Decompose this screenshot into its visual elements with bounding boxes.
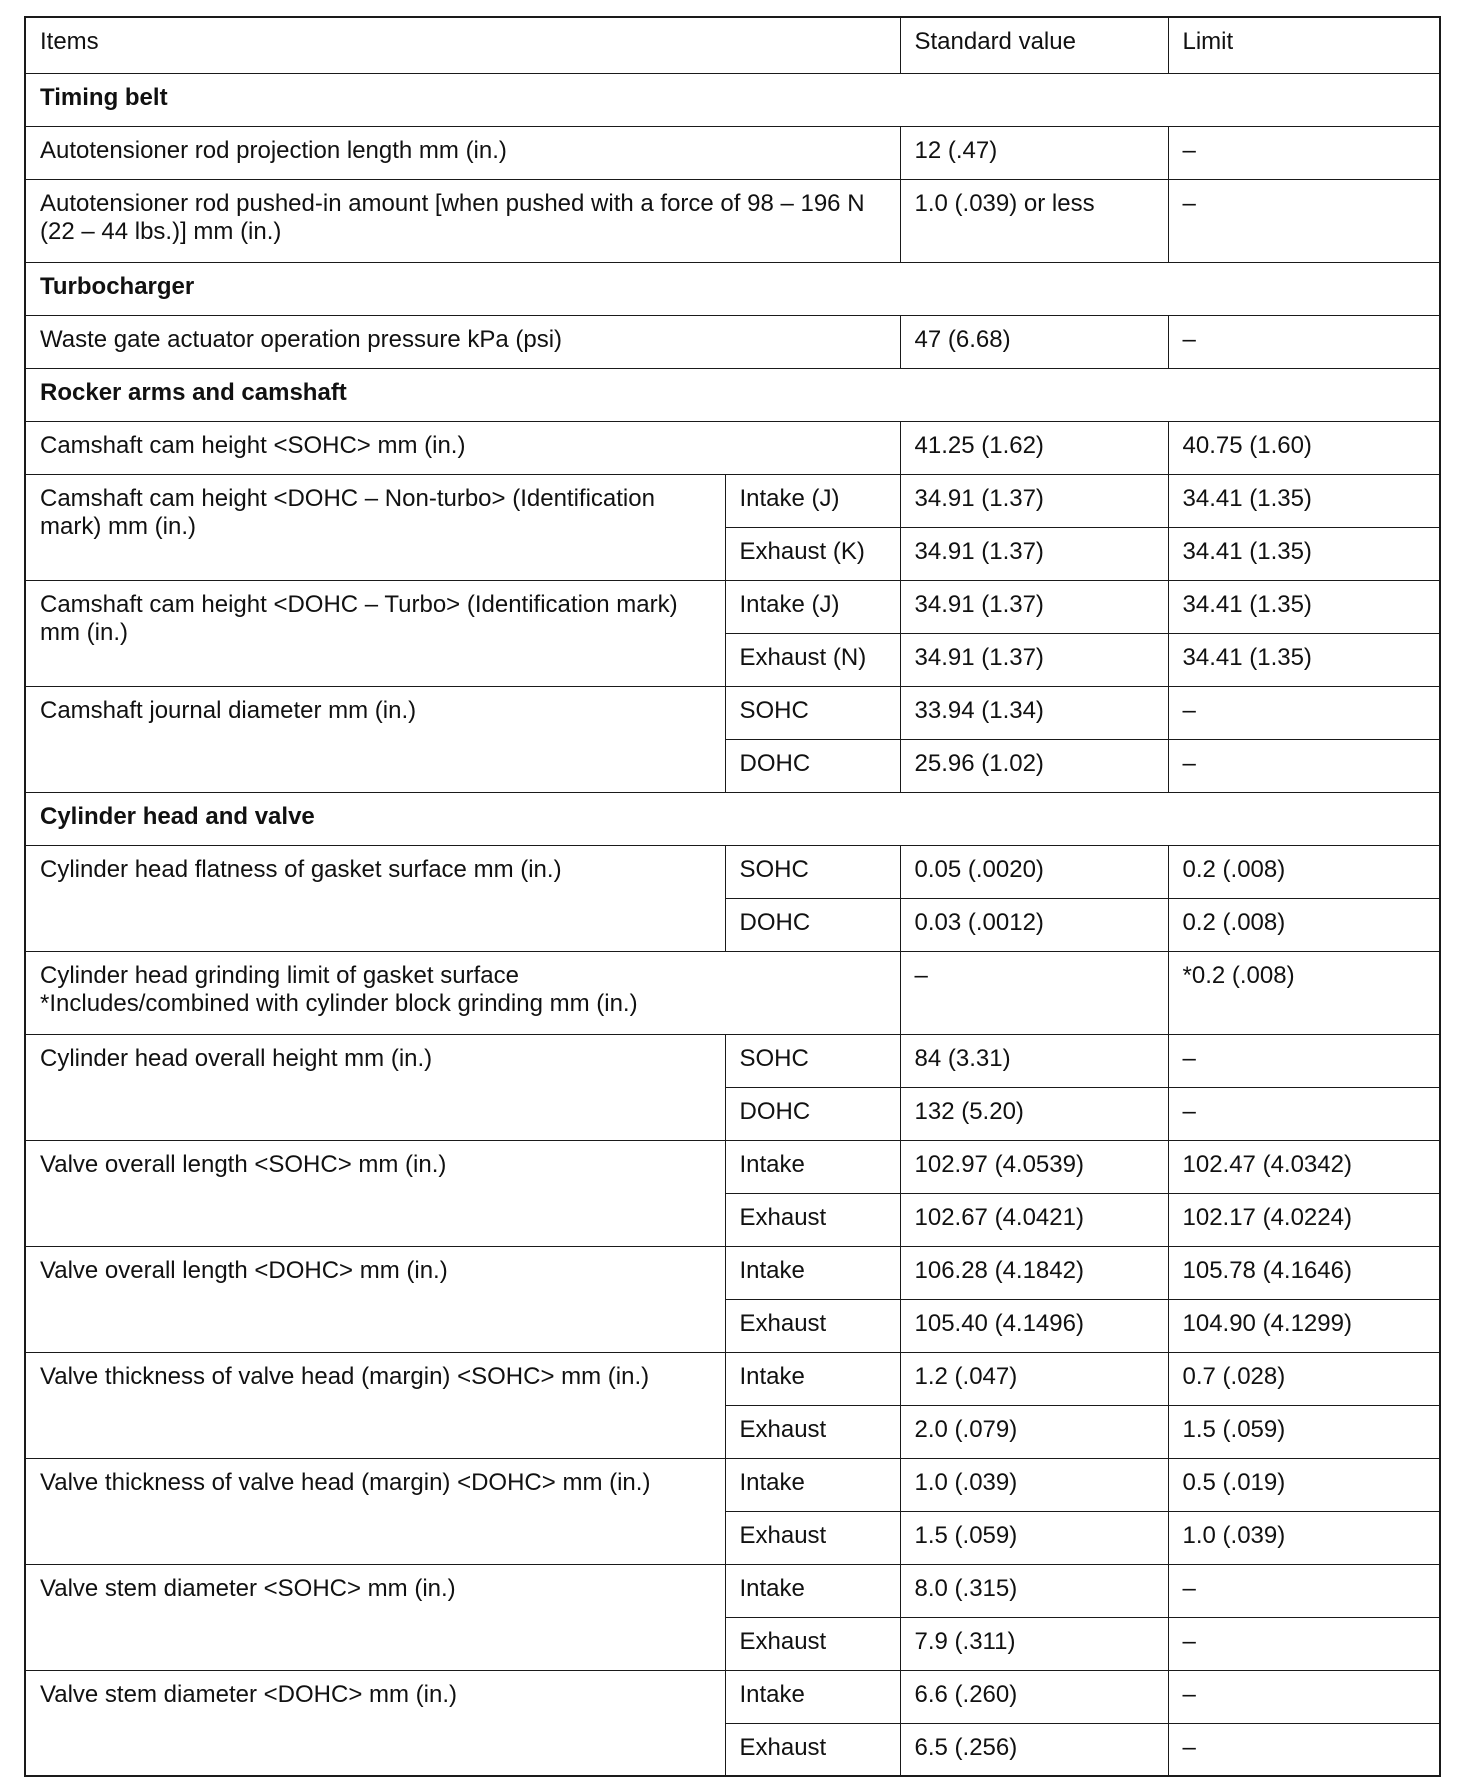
limit-cell: 40.75 (1.60) — [1168, 421, 1440, 474]
standard-cell: 1.0 (.039) or less — [900, 179, 1168, 262]
standard-cell: 0.05 (.0020) — [900, 845, 1168, 898]
standard-cell: 34.91 (1.37) — [900, 474, 1168, 527]
limit-cell: – — [1168, 1087, 1440, 1140]
item-footnote: *Includes/combined with cylinder block grinding mm (in.) — [40, 989, 638, 1017]
limit-cell: 34.41 (1.35) — [1168, 633, 1440, 686]
sub-label-cell: DOHC — [725, 898, 900, 951]
item-cell: Autotensioner rod pushed-in amount [when pushed with a force of 98 – 196 N (22 – 44 lbs.)] mm (in.) — [25, 179, 900, 262]
limit-cell: 0.2 (.008) — [1168, 898, 1440, 951]
table-row — [25, 1246, 1440, 1299]
sub-label-cell: Intake — [725, 1140, 900, 1193]
table-row — [25, 951, 1440, 1034]
standard-cell: 105.40 (4.1496) — [900, 1299, 1168, 1352]
sub-label-cell: DOHC — [725, 739, 900, 792]
header-standard-value: Standard value — [900, 17, 1168, 73]
table-row — [25, 1458, 1440, 1511]
item-line: Cylinder head grinding limit of gasket surface — [40, 961, 519, 989]
item-cell: Cylinder head overall height mm (in.) — [25, 1034, 725, 1140]
section-timing-belt: Timing belt — [25, 73, 1440, 126]
standard-cell: 47 (6.68) — [900, 315, 1168, 368]
sub-label-cell: Exhaust — [725, 1299, 900, 1352]
limit-cell: 34.41 (1.35) — [1168, 527, 1440, 580]
standard-cell: – — [900, 951, 1168, 1034]
standard-cell: 132 (5.20) — [900, 1087, 1168, 1140]
limit-cell: – — [1168, 126, 1440, 179]
sub-label-cell: Exhaust — [725, 1405, 900, 1458]
item-cell: Camshaft cam height <DOHC – Non-turbo> (Identification mark) mm (in.) — [25, 474, 725, 580]
item-cell: Camshaft cam height <DOHC – Turbo> (Identification mark) mm (in.) — [25, 580, 725, 686]
item-cell: Autotensioner rod projection length mm (in.) — [25, 126, 900, 179]
limit-cell: – — [1168, 179, 1440, 262]
standard-cell: 102.97 (4.0539) — [900, 1140, 1168, 1193]
limit-cell: – — [1168, 686, 1440, 739]
standard-cell: 34.91 (1.37) — [900, 527, 1168, 580]
standard-cell: 25.96 (1.02) — [900, 739, 1168, 792]
standard-cell: 7.9 (.311) — [900, 1617, 1168, 1670]
standard-cell: 1.5 (.059) — [900, 1511, 1168, 1564]
section-cylinder-head: Cylinder head and valve — [25, 792, 1440, 845]
header-row — [25, 17, 1440, 73]
limit-cell: 1.5 (.059) — [1168, 1405, 1440, 1458]
section-rocker-arms: Rocker arms and camshaft — [25, 368, 1440, 421]
standard-cell: 34.91 (1.37) — [900, 580, 1168, 633]
table-row — [25, 1352, 1440, 1405]
limit-cell: 105.78 (4.1646) — [1168, 1246, 1440, 1299]
limit-cell: – — [1168, 1617, 1440, 1670]
section-row — [25, 73, 1440, 126]
item-cell: Valve thickness of valve head (margin) <SOHC> mm (in.) — [25, 1352, 725, 1458]
standard-cell: 6.6 (.260) — [900, 1670, 1168, 1723]
limit-cell: 0.2 (.008) — [1168, 845, 1440, 898]
table-row — [25, 1670, 1440, 1723]
header-limit: Limit — [1168, 17, 1440, 73]
table-row — [25, 580, 1440, 633]
standard-cell: 8.0 (.315) — [900, 1564, 1168, 1617]
table-row — [25, 1564, 1440, 1617]
limit-cell: 102.17 (4.0224) — [1168, 1193, 1440, 1246]
limit-cell: – — [1168, 1723, 1440, 1776]
table-row — [25, 315, 1440, 368]
item-cell: Camshaft journal diameter mm (in.) — [25, 686, 725, 792]
table-row — [25, 179, 1440, 262]
sub-label-cell: Intake (J) — [725, 580, 900, 633]
standard-cell: 6.5 (.256) — [900, 1723, 1168, 1776]
item-cell: Waste gate actuator operation pressure kPa (psi) — [25, 315, 900, 368]
section-row — [25, 262, 1440, 315]
section-row — [25, 368, 1440, 421]
limit-cell: 1.0 (.039) — [1168, 1511, 1440, 1564]
sub-label-cell: Intake — [725, 1352, 900, 1405]
sub-label-cell: Intake — [725, 1670, 900, 1723]
limit-cell: 34.41 (1.35) — [1168, 474, 1440, 527]
sub-label-cell: Exhaust — [725, 1511, 900, 1564]
standard-cell: 84 (3.31) — [900, 1034, 1168, 1087]
sub-label-cell: Exhaust — [725, 1617, 900, 1670]
item-cell: Valve stem diameter <DOHC> mm (in.) — [25, 1670, 725, 1776]
sub-label-cell: Intake (J) — [725, 474, 900, 527]
item-cell: Valve overall length <DOHC> mm (in.) — [25, 1246, 725, 1352]
standard-cell: 1.2 (.047) — [900, 1352, 1168, 1405]
limit-cell: – — [1168, 315, 1440, 368]
item-cell — [25, 951, 900, 1034]
standard-cell: 34.91 (1.37) — [900, 633, 1168, 686]
standard-cell: 33.94 (1.34) — [900, 686, 1168, 739]
table-row — [25, 421, 1440, 474]
standard-cell: 2.0 (.079) — [900, 1405, 1168, 1458]
standard-cell: 1.0 (.039) — [900, 1458, 1168, 1511]
limit-cell: *0.2 (.008) — [1168, 951, 1440, 1034]
item-cell: Valve thickness of valve head (margin) <DOHC> mm (in.) — [25, 1458, 725, 1564]
standard-cell: 106.28 (4.1842) — [900, 1246, 1168, 1299]
sub-label-cell: Intake — [725, 1564, 900, 1617]
sub-label-cell: SOHC — [725, 845, 900, 898]
table-row — [25, 474, 1440, 527]
standard-cell: 0.03 (.0012) — [900, 898, 1168, 951]
limit-cell: – — [1168, 1564, 1440, 1617]
sub-label-cell: Exhaust (N) — [725, 633, 900, 686]
sub-label-cell: Exhaust (K) — [725, 527, 900, 580]
limit-cell: 34.41 (1.35) — [1168, 580, 1440, 633]
limit-cell: 0.5 (.019) — [1168, 1458, 1440, 1511]
sub-label-cell: Intake — [725, 1246, 900, 1299]
limit-cell: 102.47 (4.0342) — [1168, 1140, 1440, 1193]
sub-label-cell: SOHC — [725, 1034, 900, 1087]
section-row — [25, 792, 1440, 845]
standard-cell: 41.25 (1.62) — [900, 421, 1168, 474]
header-items: Items — [25, 17, 900, 73]
sub-label-cell: Exhaust — [725, 1723, 900, 1776]
table-row — [25, 1140, 1440, 1193]
limit-cell: 0.7 (.028) — [1168, 1352, 1440, 1405]
table-row — [25, 126, 1440, 179]
table-row — [25, 686, 1440, 739]
spec-table — [24, 16, 1441, 1777]
sub-label-cell: DOHC — [725, 1087, 900, 1140]
sub-label-cell: Intake — [725, 1458, 900, 1511]
item-cell: Cylinder head flatness of gasket surface mm (in.) — [25, 845, 725, 951]
sub-label-cell: SOHC — [725, 686, 900, 739]
limit-cell: 104.90 (4.1299) — [1168, 1299, 1440, 1352]
item-cell: Valve overall length <SOHC> mm (in.) — [25, 1140, 725, 1246]
table-row — [25, 845, 1440, 898]
limit-cell: – — [1168, 1034, 1440, 1087]
limit-cell: – — [1168, 739, 1440, 792]
standard-cell: 12 (.47) — [900, 126, 1168, 179]
item-cell: Camshaft cam height <SOHC> mm (in.) — [25, 421, 900, 474]
standard-cell: 102.67 (4.0421) — [900, 1193, 1168, 1246]
section-turbocharger: Turbocharger — [25, 262, 1440, 315]
item-cell: Valve stem diameter <SOHC> mm (in.) — [25, 1564, 725, 1670]
table-row — [25, 1034, 1440, 1087]
sub-label-cell: Exhaust — [725, 1193, 900, 1246]
limit-cell: – — [1168, 1670, 1440, 1723]
